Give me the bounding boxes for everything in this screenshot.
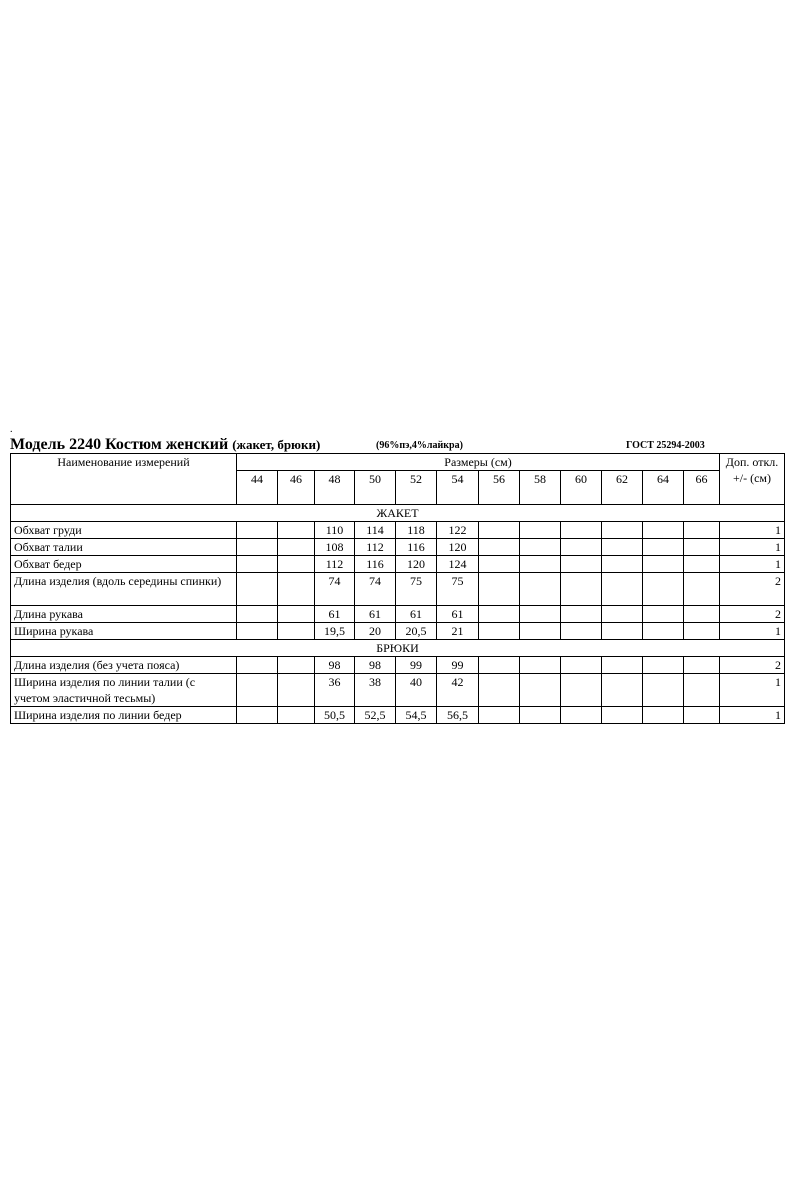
size-value-cell [602, 623, 643, 640]
table-row [11, 573, 785, 606]
measurement-name: Длина изделия (вдоль середины спинки) [11, 573, 237, 606]
size-column-header: 62 [602, 471, 643, 505]
size-value-cell [278, 707, 315, 724]
size-value-cell [561, 522, 602, 539]
size-value-cell [278, 623, 315, 640]
measurement-name: Ширина изделия по линии бедер [11, 707, 237, 724]
size-column-header: 44 [237, 471, 278, 505]
header-dot: . [10, 424, 13, 435]
size-value-cell [684, 522, 720, 539]
table-row [11, 657, 785, 674]
size-value-cell [520, 573, 561, 606]
size-value-cell: 20 [355, 623, 396, 640]
size-value-cell: 112 [315, 556, 355, 573]
size-value-cell [520, 556, 561, 573]
size-value-cell [479, 522, 520, 539]
size-table [10, 453, 785, 724]
size-value-cell [643, 522, 684, 539]
table-row [11, 522, 785, 539]
size-value-cell: 19,5 [315, 623, 355, 640]
size-value-cell [479, 674, 520, 707]
size-value-cell [561, 573, 602, 606]
size-column-header: 64 [643, 471, 684, 505]
size-value-cell: 61 [437, 606, 479, 623]
size-value-cell [237, 556, 278, 573]
size-value-cell [237, 623, 278, 640]
table-row [11, 623, 785, 640]
size-value-cell [479, 606, 520, 623]
document-title [10, 436, 320, 454]
size-value-cell: 114 [355, 522, 396, 539]
size-column-header: 50 [355, 471, 396, 505]
size-column-header: 56 [479, 471, 520, 505]
size-value-cell [643, 707, 684, 724]
measurement-name: Ширина изделия по линии талии (с учетом эластичной тесьмы) [11, 674, 237, 707]
size-value-cell [479, 707, 520, 724]
size-value-cell [602, 556, 643, 573]
size-value-cell [684, 539, 720, 556]
size-value-cell [278, 606, 315, 623]
size-value-cell [643, 623, 684, 640]
size-value-cell: 61 [396, 606, 437, 623]
section-title: БРЮКИ [11, 640, 785, 657]
table-row [11, 707, 785, 724]
tolerance-header: Доп. откл. +/- (см) [720, 454, 785, 505]
table-row [11, 674, 785, 707]
tolerance-value: 1 [720, 522, 785, 539]
size-value-cell: 112 [355, 539, 396, 556]
size-value-cell [561, 674, 602, 707]
size-value-cell [237, 674, 278, 707]
size-value-cell: 74 [355, 573, 396, 606]
size-value-cell [643, 539, 684, 556]
size-value-cell [237, 573, 278, 606]
size-value-cell [684, 556, 720, 573]
size-value-cell [237, 539, 278, 556]
section-title: ЖАКЕТ [11, 505, 785, 522]
size-value-cell [602, 657, 643, 674]
size-value-cell: 74 [315, 573, 355, 606]
table-row [11, 606, 785, 623]
table-body [11, 505, 785, 724]
size-column-header: 60 [561, 471, 602, 505]
size-column-header: 52 [396, 471, 437, 505]
size-column-header: 46 [278, 471, 315, 505]
size-column-header: 54 [437, 471, 479, 505]
fabric-composition: (96%пэ,4%лайкра) [376, 440, 463, 451]
size-value-cell [602, 707, 643, 724]
size-value-cell [237, 657, 278, 674]
size-value-cell: 42 [437, 674, 479, 707]
size-value-cell: 108 [315, 539, 355, 556]
tolerance-value: 1 [720, 556, 785, 573]
size-value-cell [602, 606, 643, 623]
size-value-cell: 116 [396, 539, 437, 556]
size-value-cell: 75 [437, 573, 479, 606]
size-value-cell [643, 556, 684, 573]
table-row [11, 556, 785, 573]
measurement-name: Ширина рукава [11, 623, 237, 640]
tolerance-value: 2 [720, 657, 785, 674]
size-value-cell [684, 623, 720, 640]
size-value-cell [643, 657, 684, 674]
size-value-cell [602, 674, 643, 707]
size-value-cell: 99 [437, 657, 479, 674]
size-value-cell: 120 [437, 539, 479, 556]
size-value-cell: 38 [355, 674, 396, 707]
size-value-cell [479, 657, 520, 674]
document-header [10, 436, 790, 452]
size-value-cell [278, 573, 315, 606]
size-value-cell [684, 606, 720, 623]
size-value-cell: 110 [315, 522, 355, 539]
size-value-cell: 124 [437, 556, 479, 573]
measurement-name: Обхват груди [11, 522, 237, 539]
size-value-cell [479, 573, 520, 606]
size-value-cell: 98 [355, 657, 396, 674]
size-value-cell [602, 522, 643, 539]
size-value-cell [561, 539, 602, 556]
size-value-cell [520, 606, 561, 623]
size-value-cell [561, 556, 602, 573]
size-value-cell: 120 [396, 556, 437, 573]
size-value-cell [520, 539, 561, 556]
size-value-cell: 61 [355, 606, 396, 623]
size-value-cell: 50,5 [315, 707, 355, 724]
section-row [11, 505, 785, 522]
size-value-cell [561, 657, 602, 674]
size-value-cell [561, 606, 602, 623]
size-value-cell [643, 674, 684, 707]
size-value-cell [561, 707, 602, 724]
size-value-cell [237, 707, 278, 724]
size-value-cell [479, 539, 520, 556]
size-value-cell: 21 [437, 623, 479, 640]
size-value-cell: 122 [437, 522, 479, 539]
measurement-name: Обхват бедер [11, 556, 237, 573]
tolerance-value: 1 [720, 674, 785, 707]
size-value-cell [520, 522, 561, 539]
size-column-header: 58 [520, 471, 561, 505]
measurement-name-header: Наименование измерений [11, 454, 237, 505]
tolerance-value: 1 [720, 707, 785, 724]
size-value-cell [520, 623, 561, 640]
size-value-cell [278, 556, 315, 573]
size-value-cell [602, 573, 643, 606]
size-value-cell [643, 606, 684, 623]
size-value-cell: 99 [396, 657, 437, 674]
size-value-cell [278, 539, 315, 556]
gost-standard: ГОСТ 25294-2003 [626, 440, 705, 451]
sizes-header: Размеры (см) [237, 454, 720, 471]
size-value-cell: 56,5 [437, 707, 479, 724]
size-value-cell: 61 [315, 606, 355, 623]
tolerance-value: 1 [720, 539, 785, 556]
table-row [11, 539, 785, 556]
tolerance-value: 2 [720, 573, 785, 606]
table-header-row [11, 454, 785, 471]
size-value-cell [684, 573, 720, 606]
size-value-cell: 98 [315, 657, 355, 674]
size-value-cell [479, 556, 520, 573]
size-value-cell [479, 623, 520, 640]
size-value-cell [520, 707, 561, 724]
size-value-cell [278, 657, 315, 674]
size-value-cell [278, 522, 315, 539]
size-value-cell: 54,5 [396, 707, 437, 724]
size-value-cell [602, 539, 643, 556]
tolerance-value: 2 [720, 606, 785, 623]
measurement-name: Длина изделия (без учета пояса) [11, 657, 237, 674]
size-value-cell: 40 [396, 674, 437, 707]
size-value-cell: 75 [396, 573, 437, 606]
size-value-cell [643, 573, 684, 606]
size-value-cell [520, 674, 561, 707]
size-value-cell: 116 [355, 556, 396, 573]
size-value-cell: 20,5 [396, 623, 437, 640]
section-row [11, 640, 785, 657]
size-value-cell: 118 [396, 522, 437, 539]
measurement-name: Длина рукава [11, 606, 237, 623]
size-value-cell [561, 623, 602, 640]
tolerance-value: 1 [720, 623, 785, 640]
size-value-cell [684, 707, 720, 724]
measurement-name: Обхват талии [11, 539, 237, 556]
model-subtitle: (жакет, брюки) [232, 437, 321, 452]
size-value-cell [237, 522, 278, 539]
size-value-cell [237, 606, 278, 623]
size-value-cell [684, 657, 720, 674]
size-value-cell [520, 657, 561, 674]
size-value-cell [278, 674, 315, 707]
size-column-header: 48 [315, 471, 355, 505]
model-title: Модель 2240 Костюм женский [10, 436, 229, 453]
size-value-cell [684, 674, 720, 707]
size-value-cell: 52,5 [355, 707, 396, 724]
size-value-cell: 36 [315, 674, 355, 707]
size-column-header: 66 [684, 471, 720, 505]
